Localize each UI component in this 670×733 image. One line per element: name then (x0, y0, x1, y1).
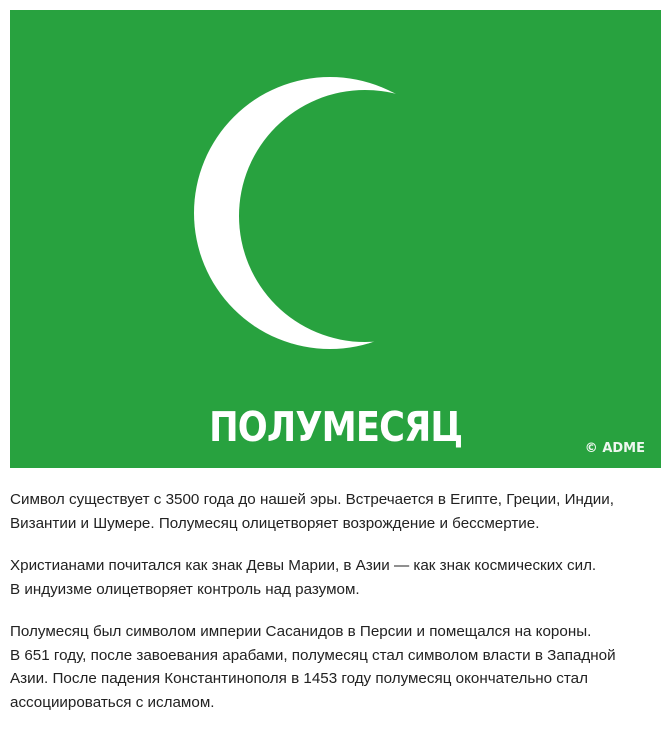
text-line: Символ существует с 3500 года до нашей эры. Встречается в Египте, Греции, Индии, (10, 491, 614, 508)
text-line: ассоциироваться с исламом. (10, 693, 215, 711)
crescent-icon (10, 10, 661, 468)
paragraph (10, 620, 660, 714)
banner (10, 10, 661, 468)
paragraph (10, 554, 660, 601)
text-line: В индуизме олицетворяет контроль над разумом. (10, 580, 360, 598)
article-text (10, 488, 660, 733)
text-line: В 651 году, после завоевания арабами, полумесяц стал символом власти в Западной (10, 646, 616, 664)
text-line: Христианами почитался как знак Девы Марии, в Азии — как знак космических сил. (10, 557, 597, 574)
text-line: Полумесяц был символом империи Сасанидов в Персии и помещался на короны. (10, 623, 592, 640)
banner-title: ПОЛУМЕСЯЦ (209, 403, 463, 451)
text-line: Азии. После падения Константинополя в 1453 году полумесяц окончательно стал (10, 670, 588, 687)
paragraph (10, 488, 660, 535)
watermark: © ADME (584, 441, 645, 456)
text-line: Византии и Шумере. Полумесяц олицетворяет возрождение и бессмертие. (10, 514, 540, 532)
